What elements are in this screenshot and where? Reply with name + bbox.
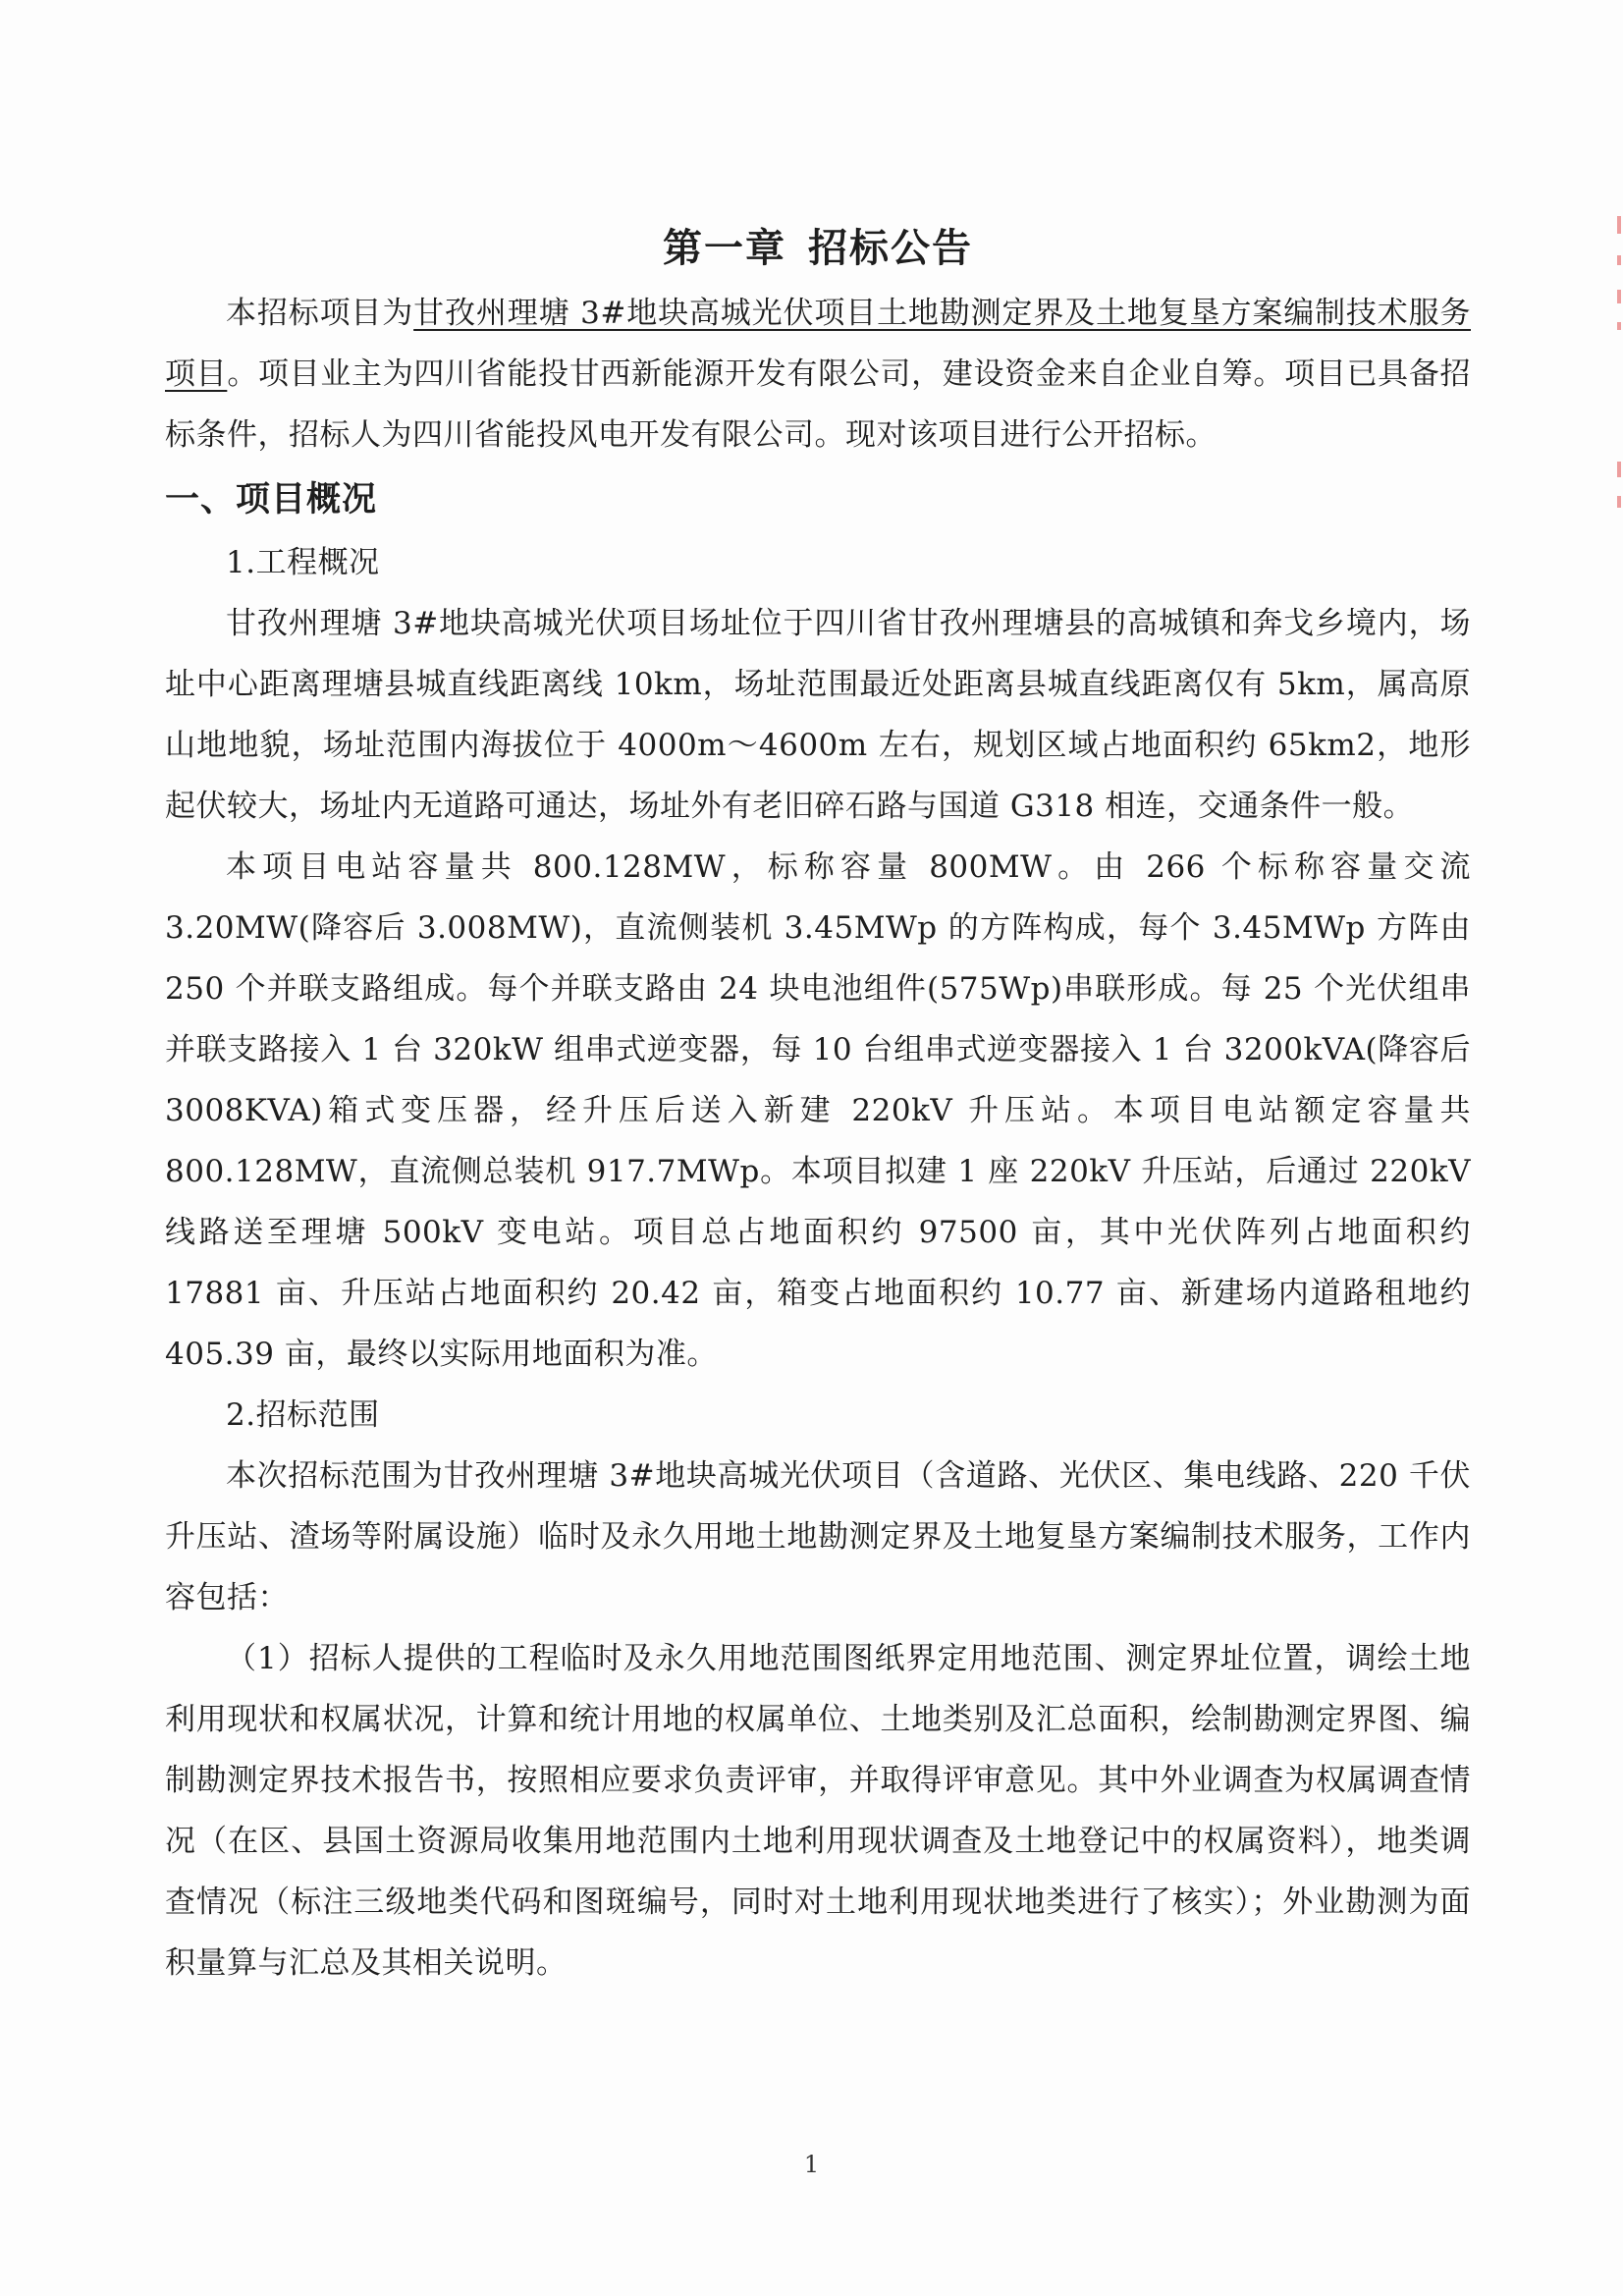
intro-suffix: 。项目业主为四川省能投甘西新能源开发有限公司，建设资金来自企业自筹。项目已具备招标条件，招标人为四川省能投风电开发有限公司。现对该项目进行公开招标。	[165, 356, 1471, 453]
intro-paragraph	[165, 283, 1471, 465]
chapter-name: 招标公告	[808, 226, 973, 271]
chapter-number: 第一章	[663, 226, 786, 271]
document-content	[165, 214, 1471, 1994]
subsection-heading-engineering: 1.工程概况	[226, 545, 380, 580]
intro-prefix: 本招标项目为	[226, 296, 414, 331]
scope-item-1-paragraph: （1）招标人提供的工程临时及永久用地范围图纸界定用地范围、测定界址位置，调绘土地利用现状和权属状况，计算和统计用地的权属单位、土地类别及汇总面积，绘制勘测定界图、编制勘测定界技术报告书，按照相应要求负责评审，并取得评审意见。其中外业调查为权属调查情况（在区、县国土资源局收集用地范围内土地利用现状调查及土地登记中的权属资料），地类调查情况（标注三级地类代码和图斑编号，同时对土地利用现状地类进行了核实）；外业勘测为面积量算与汇总及其相关说明。	[165, 1641, 1471, 1981]
section-heading-overview: 一、项目概况	[165, 480, 378, 519]
page-number: 1	[803, 2151, 820, 2178]
site-paragraph: 甘孜州理塘 3#地块高城光伏项目场址位于四川省甘孜州理塘县的高城镇和奔戈乡境内，场址中心距离理塘县城直线距离线 10km，场址范围最近处距离县城直线距离仅有 5km，属高原山地地貌，场址范围内海拔位于 4000m～4600m 左右，规划区域占地面积约 65km2，地形起伏较大，场址内无道路可通达，场址外有老旧碎石路与国道 G318 相连，交通条件一般。	[165, 606, 1471, 824]
intro-project-name: 甘孜州理塘 3#地块高城光伏项目土地勘测定界及土地复垦方案编制技术服务项目	[165, 296, 1471, 392]
chapter-title	[165, 214, 1471, 283]
subsection-heading-scope: 2.招标范围	[226, 1397, 380, 1433]
scope-paragraph: 本次招标范围为甘孜州理塘 3#地块高城光伏项目（含道路、光伏区、集电线路、220 千伏升压站、渣场等附属设施）临时及永久用地土地勘测定界及土地复垦方案编制技术服务，工作内容包括：	[165, 1458, 1471, 1615]
capacity-paragraph: 本项目电站容量共 800.128MW，标称容量 800MW。由 266 个标称容量交流 3.20MW(降容后 3.008MW)，直流侧装机 3.45MWp 的方阵构成，每个 3.45MWp 方阵由 250 个并联支路组成。每个并联支路由 24 块电池组件(575Wp)串联形成。每 25 个光伏组串并联支路接入 1 台 320kW 组串式逆变器，每 10 台组串式逆变器接入 1 台 3200kVA(降容后 3008KVA)箱式变压器，经升压后送入新建 220kV 升压站。本项目电站额定容量共 800.128MW，直流侧总装机 917.7MWp。本项目拟建 1 座 220kV 升压站，后通过 220kV 线路送至理塘 500kV 变电站。项目总占地面积约 97500 亩，其中光伏阵列占地面积约 17881 亩、升压站占地面积约 20.42 亩，箱变占地面积约 10.77 亩、新建场内道路租地约 405.39 亩，最终以实际用地面积为准。	[165, 849, 1471, 1372]
scan-edge-marks	[1613, 196, 1623, 520]
